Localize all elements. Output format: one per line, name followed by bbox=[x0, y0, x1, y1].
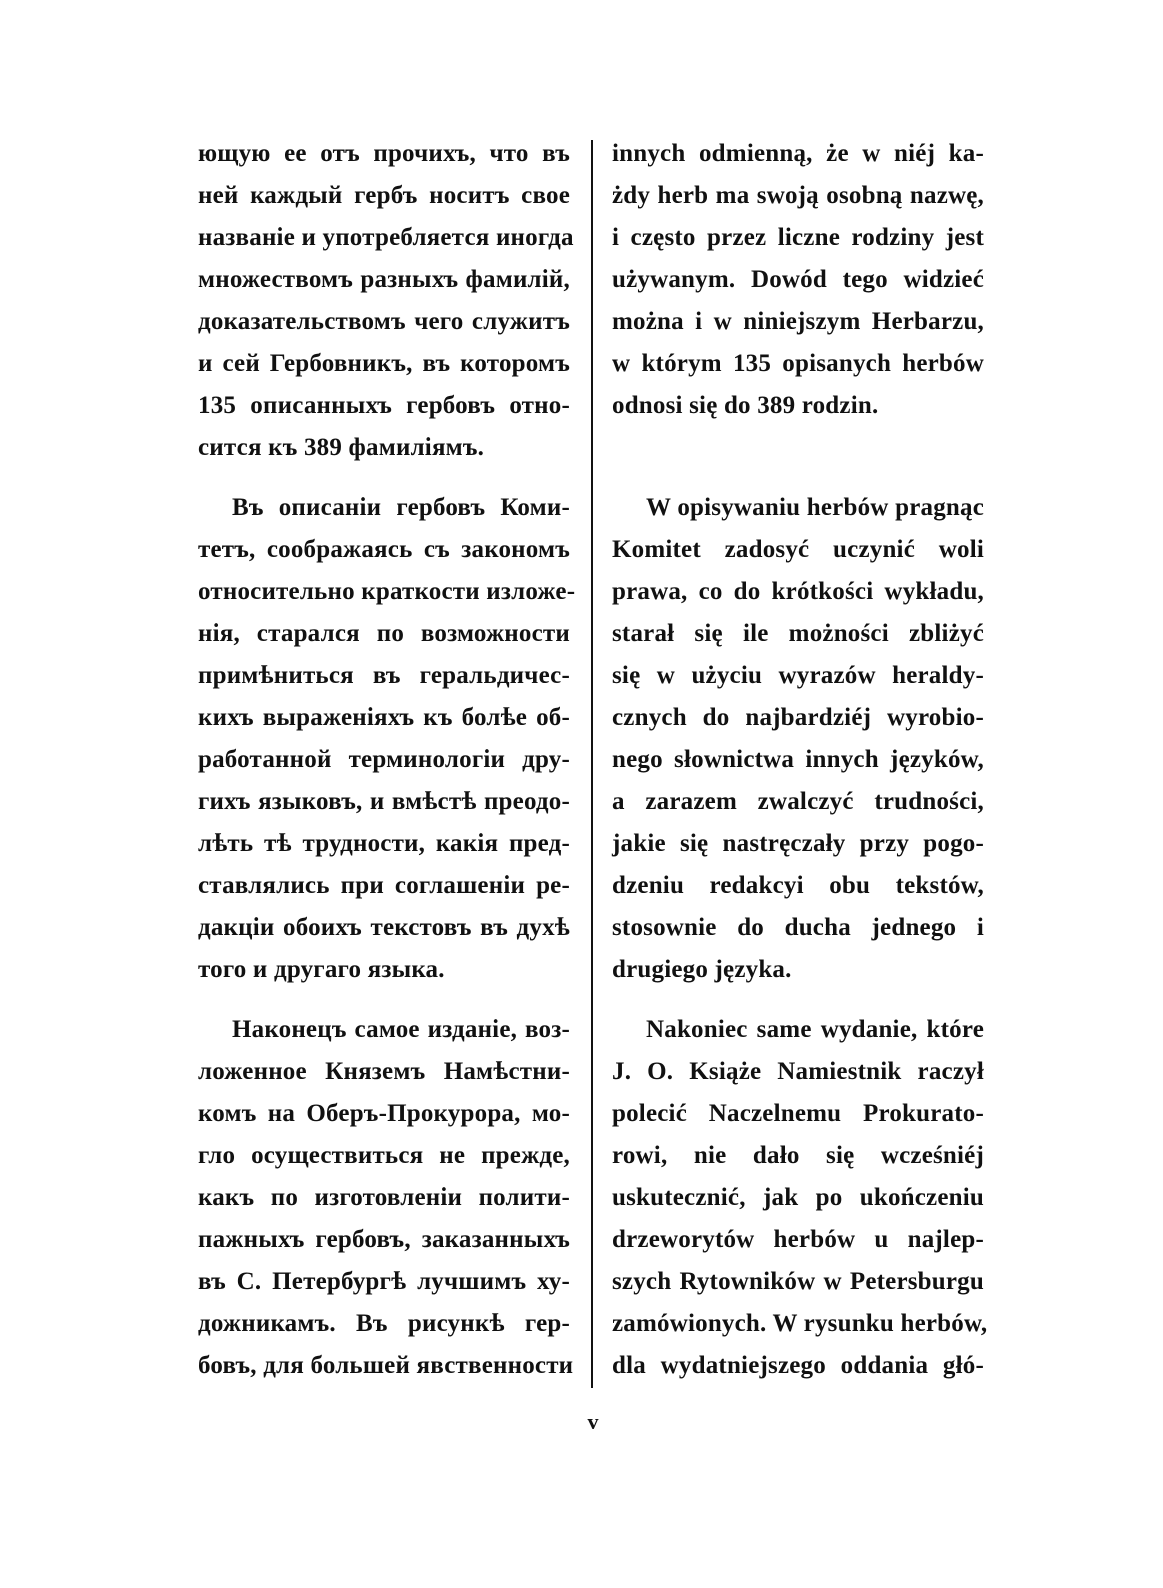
text-line: drzeworytów herbów u najlep- bbox=[612, 1226, 984, 1253]
text-line: въ С. Петербургѣ лучшимъ ху- bbox=[198, 1268, 570, 1295]
text-line: się w użyciu wyrazów heraldy- bbox=[612, 662, 984, 689]
text-line: кихъ выраженіяхъ къ болѣе об- bbox=[198, 704, 570, 731]
text-line: cznych do najbardziéj wyrobio- bbox=[612, 704, 984, 731]
text-line: szych Rytowników w Petersburgu bbox=[612, 1268, 984, 1295]
column-divider bbox=[591, 140, 593, 1388]
text-line: ющую ее отъ прочихъ, что въ bbox=[198, 140, 570, 167]
text-line: prawa, co do krótkości wykładu, bbox=[612, 578, 984, 605]
text-line: гихъ языковъ, и вмѣстѣ преодо- bbox=[198, 788, 570, 815]
text-line: доказательствомъ чего служитъ bbox=[198, 308, 570, 335]
text-line: Наконецъ самое изданіе, воз- bbox=[232, 1016, 570, 1043]
text-line: того и другаго языка. bbox=[198, 956, 445, 983]
text-line: Nakoniec same wydanie, które bbox=[646, 1016, 984, 1043]
text-line: лѣть тѣ трудности, какія пред- bbox=[198, 830, 570, 857]
text-line: Komitet zadosyć uczynić woli bbox=[612, 536, 984, 563]
text-line: какъ по изготовленіи полити- bbox=[198, 1184, 570, 1211]
text-line: и сей Гербовникъ, въ которомъ bbox=[198, 350, 570, 377]
text-line: a zarazem zwalczyć trudności, bbox=[612, 788, 984, 815]
text-line: ложенное Княземъ Намѣстни- bbox=[198, 1058, 570, 1085]
text-line: zamówionych. W rysunku herbów, bbox=[612, 1310, 988, 1337]
text-line: сится къ 389 фамиліямъ. bbox=[198, 434, 485, 461]
text-line: J. O. Książe Namiestnik raczył bbox=[612, 1058, 984, 1085]
text-line: rowi, nie dało się wcześniéj bbox=[612, 1142, 984, 1169]
text-line: нія, старался по возможности bbox=[198, 620, 570, 647]
text-line: i często przez liczne rodziny jest bbox=[612, 224, 984, 251]
text-line: odnosi się do 389 rodzin. bbox=[612, 392, 879, 419]
text-line: uskutecznić, jak po ukończeniu bbox=[612, 1184, 984, 1211]
text-line: примѣниться въ геральдичес- bbox=[198, 662, 570, 689]
text-line: 135 описанныхъ гербовъ отно- bbox=[198, 392, 570, 419]
text-line: jakie się nastręczały przy pogo- bbox=[612, 830, 984, 857]
text-line: гло осуществиться не прежде, bbox=[198, 1142, 570, 1169]
text-line: множествомъ разныхъ фамилій, bbox=[198, 266, 570, 293]
text-line: комъ на Оберъ-Прокурора, мо- bbox=[198, 1100, 570, 1127]
text-line: ставлялись при соглашеніи ре- bbox=[198, 872, 570, 899]
text-line: Въ описаніи гербовъ Коми- bbox=[232, 494, 570, 521]
text-line: W opisywaniu herbów pragnąc bbox=[646, 494, 984, 521]
text-line: дакціи обоихъ текстовъ въ духѣ bbox=[198, 914, 570, 941]
text-line: w którym 135 opisanych herbów bbox=[612, 350, 984, 377]
text-line: drugiego języka. bbox=[612, 956, 792, 983]
text-line: używanym. Dowód tego widzieć bbox=[612, 266, 984, 293]
text-line: пажныхъ гербовъ, заказанныхъ bbox=[198, 1226, 570, 1253]
text-line: относительно краткости изложе- bbox=[198, 578, 576, 605]
text-line: można i w niniejszym Herbarzu, bbox=[612, 308, 984, 335]
text-line: polecić Naczelnemu Prokurato- bbox=[612, 1100, 984, 1127]
text-line: ней каждый гербъ носитъ свое bbox=[198, 182, 570, 209]
text-line: dzeniu redakcyi obu tekstów, bbox=[612, 872, 984, 899]
text-line: бовъ, для большей явственности bbox=[198, 1352, 574, 1379]
text-line: starał się ile możności zbliżyć bbox=[612, 620, 984, 647]
text-line: работанной терминологіи дру- bbox=[198, 746, 570, 773]
text-line: nego słownictwa innych języków, bbox=[612, 746, 984, 773]
text-line: тетъ, соображаясь съ закономъ bbox=[198, 536, 570, 563]
text-line: дожникамъ. Въ рисункѣ гер- bbox=[198, 1310, 570, 1337]
text-line: названіе и употребляется иногда bbox=[198, 224, 574, 251]
text-line: stosownie do ducha jednego i bbox=[612, 914, 984, 941]
text-line: żdy herb ma swoją osobną nazwę, bbox=[612, 182, 984, 209]
text-line: dla wydatniejszego oddania głó- bbox=[612, 1352, 984, 1379]
page-number: v bbox=[587, 1409, 599, 1434]
text-line: innych odmienną, że w niéj ka- bbox=[612, 140, 984, 167]
